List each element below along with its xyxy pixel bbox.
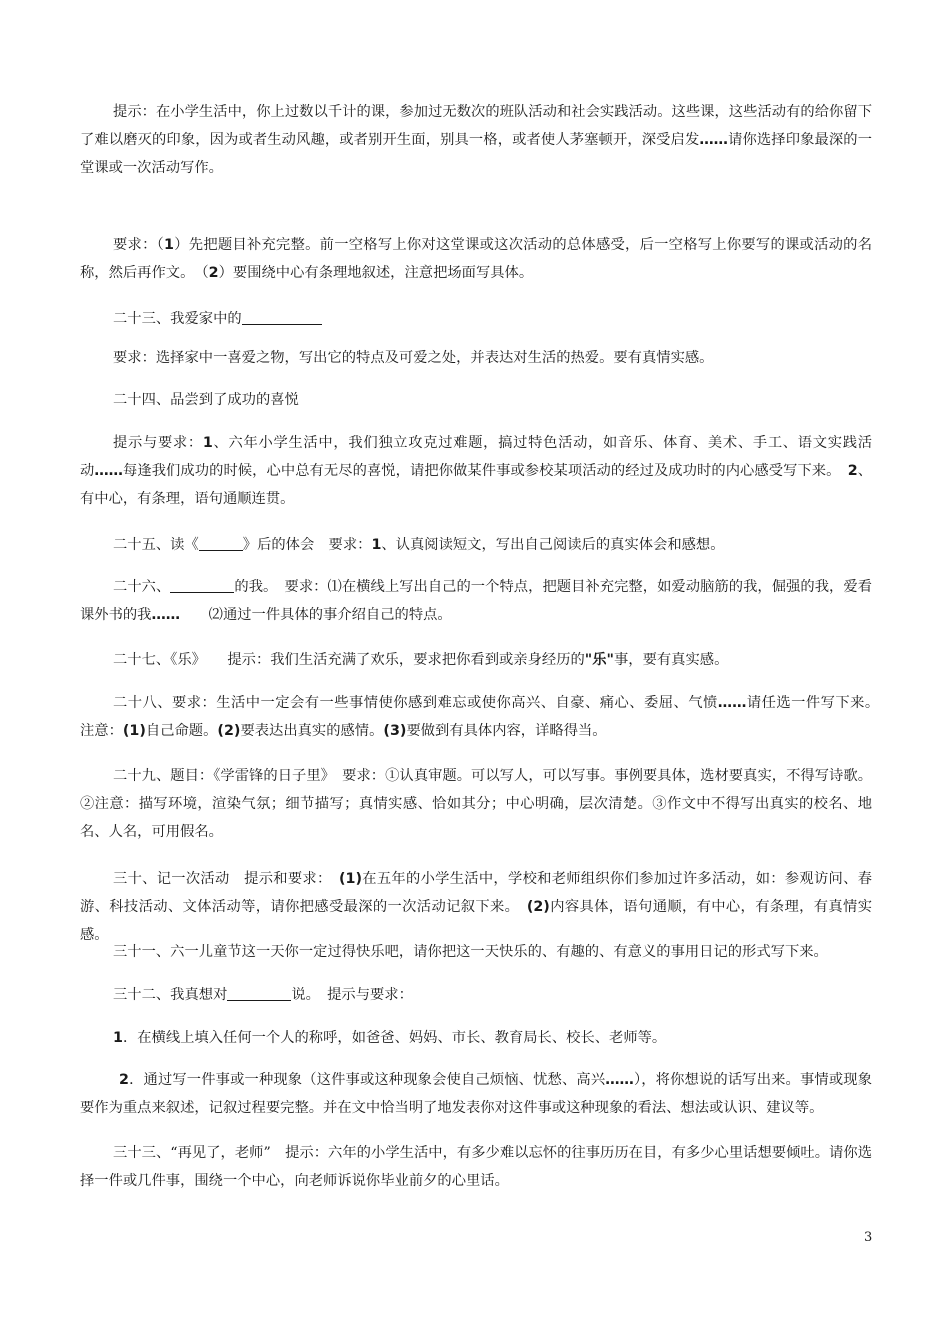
fill-blank xyxy=(199,534,243,551)
page-number: 3 xyxy=(864,1230,873,1245)
topic-31: 三十一、六一儿童节这一天你一定过得快乐吧，请你把这一天快乐的、有趣的、有意义的事用日记的形式写下来。 xyxy=(113,944,828,960)
topic-32-title: 三十二、我真想对 说。 提示与要求： xyxy=(80,981,872,1009)
topic-30: 三十、记一次活动 提示和要求： (1)在五年的小学生活中，学校和老师组织你们参加过许多活动，如：参观访问、春游、科技活动、文体活动等，请你把感受最深的一次活动记叙下来。 (2)内容具体，语句通顺，有中心，有条理，有真情实感。 xyxy=(80,871,873,943)
topic-23-requirements: 要求：选择家中一喜爱之物，写出它的特点及可爱之处，并表达对生活的热爱。要有真情实感。 xyxy=(113,350,714,366)
topic-32-item-1: 1．在横线上填入任何一个人的称呼，如爸爸、妈妈、市长、教育局长、校长、老师等。 xyxy=(113,1030,667,1046)
topic-26: 二十六、 的我。 要求：⑴在横线上写出自己的一个特点，把题目补充完整，如爱动脑筋的我，倔强的我，爱看课外书的我…… ⑵通过一件具体的事介绍自己的特点。 xyxy=(80,573,872,629)
topic-29: 二十九、题目：《学雷锋的日子里》 要求：①认真审题。可以写人，可以写事。事例要具体，选材要真实，不得写诗歌。②注意：描写环境，渲染气氛；细节描写；真情实感、恰如其分；中心明确，层次清楚。③作文中不得写出真实的校名、地名、人名，可用假名。 xyxy=(80,768,872,840)
topic-27: 二十七、《乐》 提示：我们生活充满了欢乐，要求把你看到或亲身经历的"乐"事，要有真实感。 xyxy=(113,652,729,668)
topic-33: 三十三、“再见了，老师” 提示：六年的小学生活中，有多少难以忘怀的往事历历在目，有多少心里话想要倾吐。请你选择一件或几件事，围绕一个中心，向老师诉说你毕业前夕的心里话。 xyxy=(80,1145,872,1189)
topic-23-title: 二十三、我爱家中的 xyxy=(80,305,872,333)
topic-32-item-2: 2．通过写一件事或一种现象（这件事或这种现象会使自己烦恼、忧愁、高兴……），将你想说的话写出来。事情或现象要作为重点来叙述，记叙过程要完整。并在文中恰当明了地发表你对这件事或这种现象的看法、想法或认识、建议等。 xyxy=(80,1072,872,1116)
topic-24-title: 二十四、品尝到了成功的喜悦 xyxy=(113,392,299,408)
topic-24-requirements: 提示与要求：1、六年小学生活中，我们独立攻克过难题，搞过特色活动，如音乐、体育、美术、手工、语文实践活动……每逢我们成功的时候，心中总有无尽的喜悦，请把你做某件事或参校某项活动的经过及成功时的内心感受写下来。 2、有中心，有条理，语句通顺连贯。 xyxy=(80,435,873,507)
paragraph-prompt-intro: 提示：在小学生活中，你上过数以千计的课，参加过无数次的班队活动和社会实践活动。这些课，这些活动有的给你留下了难以磨灭的印象，因为或者生动风趣，或者别开生面，别具一格，或者使人茅塞顿开，深受启发……请你选择印象最深的一堂课或一次活动写作。 xyxy=(80,104,873,176)
fill-blank xyxy=(242,308,322,325)
fill-blank xyxy=(227,984,291,1001)
fill-blank xyxy=(170,576,234,593)
paragraph-requirements: 要求：（1）先把题目补充完整。前一空格写上你对这堂课或这次活动的总体感受，后一空格写上你要写的课或活动的名称，然后再作文。 （2）要围绕中心有条理地叙述，注意把场面写具体。 xyxy=(80,237,872,281)
topic-25: 二十五、读《 》后的体会 要求：1、认真阅读短文，写出自己阅读后的真实体会和感想。 xyxy=(80,531,872,559)
topic-28: 二十八、要求：生活中一定会有一些事情使你感到难忘或使你高兴、自豪、痛心、委屈、气愤……请任选一件写下来。 注意：(1)自己命题。(2)要表达出真实的感情。(3)要做到有具体内容，详略得当。 xyxy=(80,695,887,739)
